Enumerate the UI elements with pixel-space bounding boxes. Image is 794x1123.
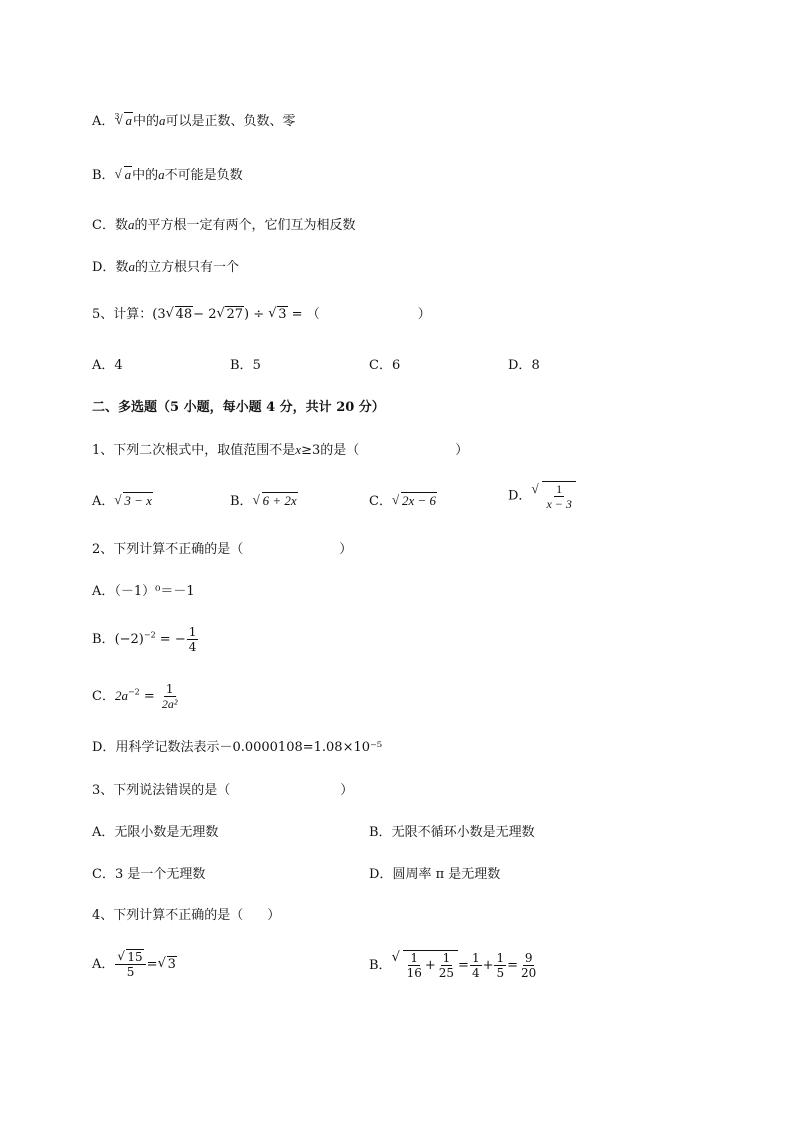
m1-option-b [230, 492, 298, 511]
option-text: 可以是正数、负数、零 [165, 114, 296, 129]
option-label: D． [508, 488, 532, 504]
fraction-numerator: √ 1 [556, 482, 563, 496]
fraction-denominator: 16 [406, 966, 422, 980]
expr-part: = [139, 689, 159, 704]
expr-part: + [482, 958, 494, 973]
question-prefix: 5、计算： [92, 307, 153, 322]
option-text: 的平方根一定有两个，它们互为相反数 [134, 218, 356, 233]
expr-part: = [146, 957, 158, 972]
fraction-numerator: √ 1 [410, 951, 419, 965]
m4-option-b [369, 950, 539, 980]
variable: x [295, 442, 302, 457]
answer-blank-close: ） [267, 908, 281, 923]
condition: ≥3 [301, 443, 321, 458]
q5-option-c [369, 357, 400, 375]
m1-stem [92, 441, 468, 460]
section-title: 二、多选题（5 小题，每小题 4 分，共计 20 分） [92, 400, 385, 415]
q5-stem [92, 306, 431, 324]
variable: a [158, 167, 165, 182]
answer-blank-close: ） [455, 443, 469, 458]
radicand: 3 − x [124, 493, 152, 508]
fraction-numerator: 1 [165, 682, 174, 696]
option-value: 6 [391, 358, 401, 373]
option-label: C． [92, 218, 115, 233]
radicand: 2x − 6 [401, 493, 436, 508]
m2-stem [92, 541, 352, 559]
option-label: C． [369, 494, 392, 509]
question-text: 的是（ [320, 443, 360, 458]
expr-part: = − [155, 632, 186, 647]
question-text: 3、下列说法错误的是（ [92, 783, 231, 798]
option-label: C． [92, 689, 115, 704]
option-label: B． [369, 825, 392, 840]
m2-option-a [92, 583, 195, 601]
radicand: a [124, 167, 132, 182]
fraction-denominator: 4 [471, 966, 480, 980]
option-label: A． [92, 957, 115, 972]
question-text: 4、下列计算不正确的是（ [92, 908, 244, 923]
fraction-denominator: x − 3 [546, 497, 572, 511]
option-label: B． [230, 494, 253, 509]
option-text: （－1）⁰＝－1 [114, 584, 195, 599]
fraction-denominator: 4 [188, 640, 197, 654]
variable: a [127, 217, 135, 232]
answer-blank-close: ） [340, 783, 354, 798]
option-label: D． [92, 260, 116, 275]
exponent: −2 [127, 687, 140, 697]
radicand: 3 [167, 957, 176, 972]
option-text: 用科学记数法表示－0.0000108=1.08×10⁻⁵ [115, 740, 383, 755]
option-text: 不可能是负数 [164, 168, 243, 183]
option-label: A． [92, 114, 115, 129]
option-text: 数 [114, 218, 128, 233]
option-label: A． [92, 494, 115, 509]
fraction-numerator: 1 [442, 951, 451, 965]
answer-blank-close: ） [417, 307, 431, 322]
fraction-numerator: 1 [188, 625, 197, 639]
expr-part: ) ÷ [244, 307, 269, 322]
radicand: a [125, 113, 132, 128]
fraction-denominator: 2a² [161, 697, 178, 711]
answer-blank-close: ） [339, 542, 353, 557]
q5-option-d [508, 357, 540, 375]
fraction-denominator: 20 [521, 966, 537, 980]
expr-base: (−2) [114, 632, 144, 647]
m1-option-d [508, 481, 576, 511]
option-text: 无限小数是无理数 [114, 825, 219, 840]
q5-option-a [92, 357, 123, 375]
option-label: A． [92, 584, 115, 599]
fraction-numerator: 1 [496, 951, 505, 965]
expr-part: = [458, 958, 469, 973]
option-text: 圆周率 π 是无理数 [392, 867, 501, 882]
expr-part: = [507, 958, 519, 973]
option-text: 3 是一个无理数 [114, 867, 206, 882]
option-label: D． [92, 740, 116, 755]
option-label: C． [369, 358, 392, 373]
option-text: 无限不循环小数是无理数 [391, 825, 535, 840]
m4-option-a [92, 950, 177, 979]
variable: a [128, 259, 135, 274]
m3-option-d [369, 866, 500, 884]
radicand: 48 [175, 307, 193, 322]
option-text: 的立方根只有一个 [134, 260, 239, 275]
option-value: 8 [531, 358, 540, 373]
option-label: C． [92, 867, 115, 882]
option-label: D． [508, 358, 532, 373]
m3-stem [92, 782, 353, 800]
m2-option-b [92, 625, 199, 654]
option-label: A． [92, 825, 115, 840]
expr-base: 2a [114, 688, 128, 703]
m3-option-c [92, 866, 205, 884]
m2-option-d [92, 739, 382, 757]
q4-option-b [92, 166, 243, 185]
option-label: B． [92, 168, 115, 183]
radical-index: 3 [114, 112, 120, 121]
expr-part: (3 [152, 307, 166, 322]
q4-option-c [92, 216, 355, 235]
question-text: 1、下列二次根式中，取值范围不是 [92, 443, 296, 458]
option-value: 4 [114, 358, 123, 373]
m4-stem [92, 907, 280, 925]
expr-part: = （ [287, 307, 320, 322]
q5-option-b [230, 357, 261, 375]
expr-part: + [424, 958, 436, 973]
option-text: 中的 [132, 168, 159, 183]
fraction-denominator: 25 [438, 966, 455, 980]
option-label: B． [92, 632, 115, 647]
option-text: 中的 [132, 114, 159, 129]
q4-option-a [92, 108, 296, 131]
option-label: D． [369, 867, 393, 882]
option-text: 数 [115, 260, 129, 275]
fraction-numerator: 9 [524, 951, 533, 965]
radicand: 27 [226, 307, 244, 322]
radicand: 15 [127, 950, 143, 964]
m2-option-c [92, 682, 181, 711]
m3-option-b [369, 824, 535, 842]
fraction-denominator: 5 [496, 966, 505, 980]
option-label: B． [369, 958, 392, 973]
expr-part: − 2 [193, 307, 217, 322]
m1-option-a [92, 492, 153, 511]
option-value: 5 [252, 358, 261, 373]
m1-option-c [369, 492, 437, 511]
question-text: 2、下列计算不正确的是（ [92, 542, 244, 557]
option-label: A． [92, 358, 115, 373]
exponent: −2 [143, 630, 156, 640]
variable: a [159, 113, 166, 128]
radicand: 3 [278, 307, 287, 322]
option-label: B． [230, 358, 253, 373]
radicand: 6 + 2x [262, 493, 297, 508]
m3-option-a [92, 824, 218, 842]
fraction-denominator: 5 [126, 965, 135, 979]
fraction-numerator: 1 [471, 951, 480, 965]
q4-option-d [92, 258, 239, 277]
